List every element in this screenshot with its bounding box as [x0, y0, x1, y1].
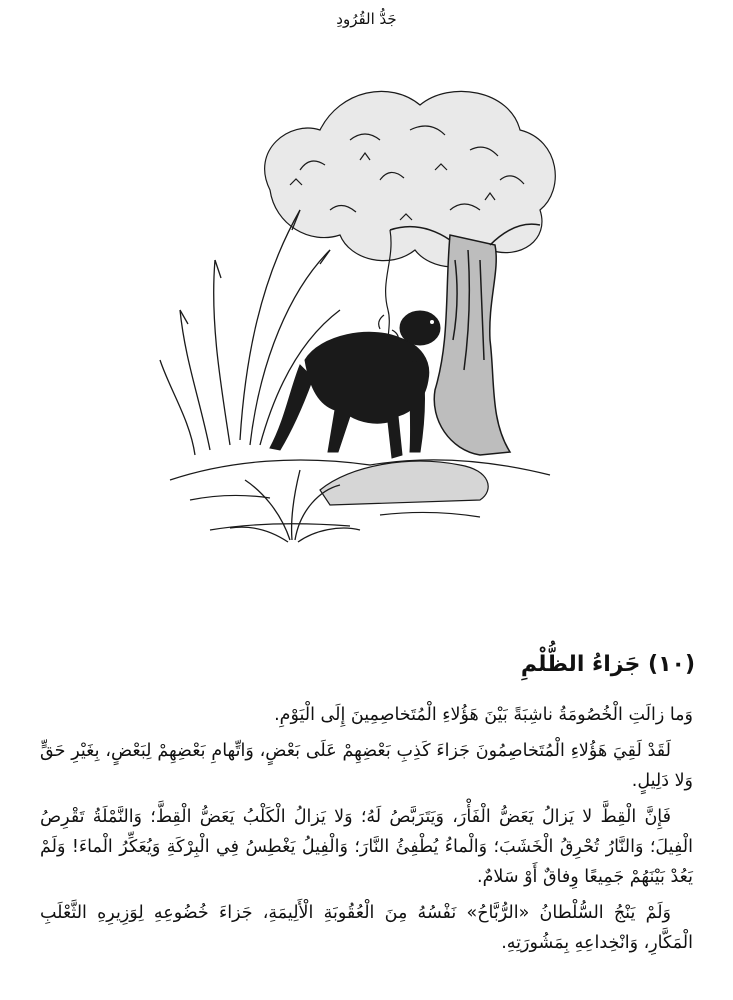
tall-grass — [160, 210, 340, 455]
paragraph: وَلَمْ يَنْجُ السُّلْطانُ «الرُّبَّاحُ» نَفْسُهُ مِنَ الْعُقُوبَةِ الْأَلِيمَةِ، جَزاءَ خُضُوعِهِ لِوَزِيرِهِ الثَّعْلَبِ الْمَكَّارِ، وَانْخِداعِهِ بِمَشُورَتِهِ. — [40, 903, 693, 953]
paragraph: فَإِنَّ الْقِطَّ لا يَزالُ يَعَضُّ الْفَأْرَ، وَيَتَرَبَّصُ لَهُ؛ وَلا يَزالُ الْكَلْبُ يَعَضُّ الْقِطَّ؛ وَالنَّمْلَةُ تَقْرِصُ الْفِيلَ؛ وَالنَّارُ تُحْرِقُ الْخَشَبَ؛ وَالْماءُ يُطْفِئُ النَّارَ؛ وَالْفِيلُ يَغْطِسُ فِي الْبِرْكَةِ وَيُعَكِّرُ الْماءَ! وَلَمْ يَعُدْ بَيْنَهُمْ جَمِيعًا وِفاقٌ أَوْ سَلامٌ. — [40, 807, 693, 887]
paragraph: وَما زالَتِ الْخُصُومَةُ ناشِبَةً بَيْنَ هَؤُلاءِ الْمُتَخاصِمِينَ إِلَى الْيَوْمِ. — [274, 705, 693, 725]
chimpanzee-figure — [270, 311, 440, 458]
chimpanzee-illustration — [150, 60, 570, 560]
running-head: جَدُّ القُرُودِ — [336, 10, 397, 28]
chapter-heading — [521, 648, 695, 682]
chapter-number: (١٠) — [648, 652, 695, 677]
paragraph: لَقَدْ لَقِيَ هَؤُلاءِ الْمُتَخاصِمُونَ جَزاءَ كَذِبِ بَعْضِهِمْ عَلَى بَعْضٍ، وَاتِّهامِ بَعْضِهِمْ لِبَعْضٍ، بِغَيْرِ حَقٍّ وَلا دَلِيلٍ. — [40, 741, 693, 791]
tree-canopy — [265, 91, 556, 267]
body-text — [40, 700, 693, 964]
ground-and-rock — [170, 460, 550, 530]
chapter-title: جَزاءُ الظُّلْمِ — [520, 652, 641, 677]
